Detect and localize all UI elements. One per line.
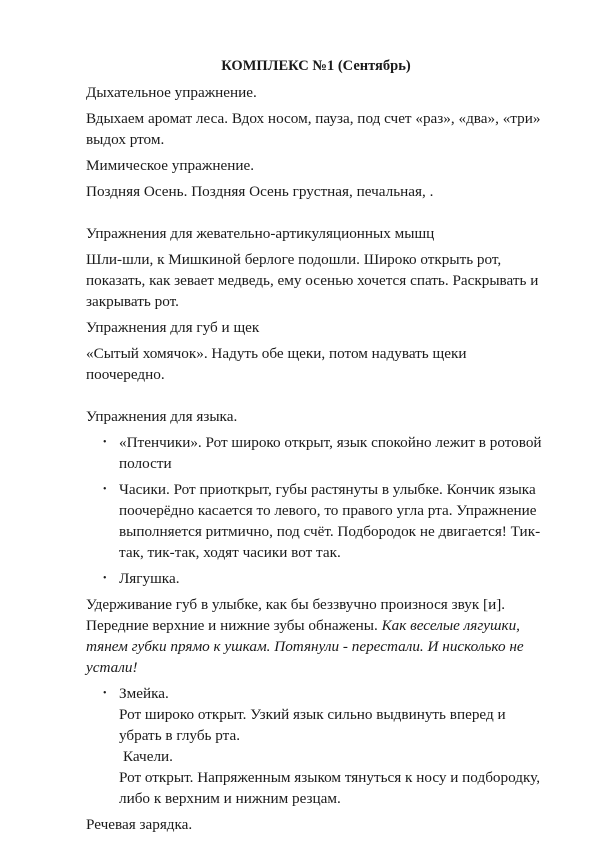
mimic-text: Поздняя Осень. Поздняя Осень грустная, печальная, . [86, 183, 434, 200]
breathing-heading: Дыхательное упражнение. [86, 84, 257, 101]
frog-description: Удерживание губ в улыбке, как бы беззвучно произнося звук [и]. Передние верхние и нижние зубы обнажены. [86, 596, 506, 634]
list-item [86, 479, 546, 563]
list-item-text: «Птенчики». Рот широко открыт, язык спокойно лежит в ротовой полости [119, 434, 542, 472]
list-item-text: Часики. Рот приоткрыт, губы растянуты в улыбке. Кончик языка поочерёдно касается то левого, то правого угла рта. Упражнение выполняется ритмично, под счёт. Подбородок не двигается! Тик-так, тик-так, ходят часики вот так. [119, 481, 541, 561]
lips-text: «Сытый хомячок». Надуть обе щеки, потом надувать щеки поочередно. [86, 345, 467, 383]
lips-heading: Упражнения для губ и щек [86, 319, 260, 336]
bullet-icon: • [103, 484, 107, 495]
mimic-heading: Мимическое упражнение. [86, 157, 255, 174]
bullet-icon: • [103, 573, 107, 584]
artic-heading: Упражнения для жевательно-артикуляционных мышц [86, 225, 435, 242]
frog-text [86, 594, 546, 678]
list-item [86, 683, 546, 809]
artic-text: Шли-шли, к Мишкиной берлоге подошли. Широко открыть рот, показать, как зевает медведь, ему осенью хочется спать. Раскрывать и закрывать рот. [86, 251, 539, 310]
snake-title: Змейка. [119, 685, 169, 702]
bullet-icon: • [103, 437, 107, 448]
swing-text: Рот открыт. Напряженным языком тянуться к носу и подбородку, либо к верхним и нижним резцам. [119, 769, 541, 807]
tongue-heading: Упражнения для языка. [86, 408, 238, 425]
tongue-list [86, 432, 546, 589]
breathing-text: Вдыхаем аромат леса. Вдох носом, пауза, под счет «раз», «два», «три» выдох ртом. [86, 110, 541, 148]
swing-title: Качели. [123, 748, 173, 765]
list-item-text: Лягушка. [119, 570, 180, 587]
bullet-icon: • [103, 688, 107, 699]
list-item [86, 568, 546, 589]
document-title: КОМПЛЕКС №1 (Сентябрь) [221, 58, 411, 74]
speech-heading: Речевая зарядка. [86, 816, 193, 833]
tongue-list-2 [86, 683, 546, 809]
list-item [86, 432, 546, 474]
snake-text: Рот широко открыт. Узкий язык сильно выдвинуть вперед и убрать в глубь рта. [119, 706, 506, 744]
document-page [86, 56, 546, 840]
frog-rhyme: Как веселые лягушки, тянем губки прямо к ушкам. Потянули - перестали. И нисколько не устали! [86, 617, 524, 676]
